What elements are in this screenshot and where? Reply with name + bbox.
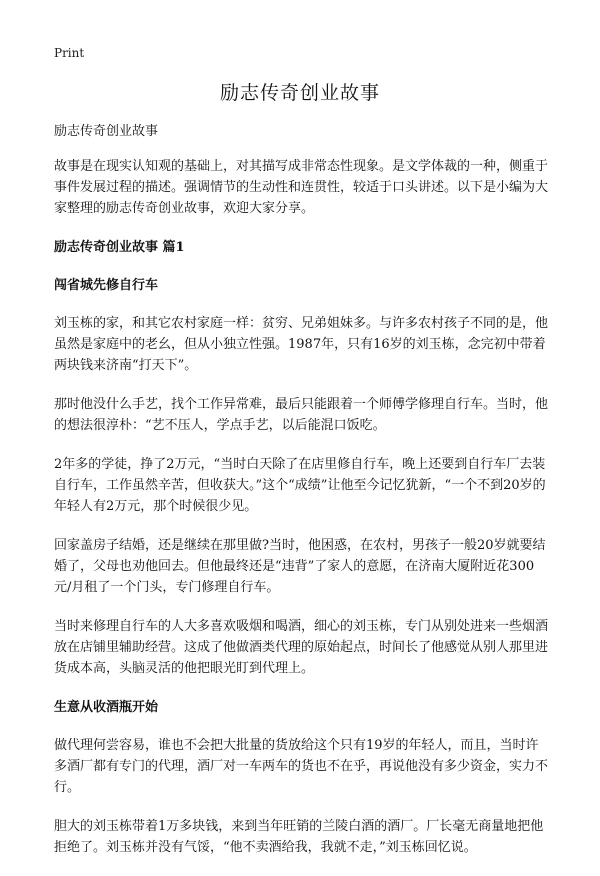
paragraph-7: 胆大的刘玉栋带着1万多块钱，来到当年旺销的兰陵白酒的酒厂。厂长毫无商量地把他拒绝了。刘玉栋并没有气馁，“他不卖酒给我，我就不走，”刘玉栋回忆说。 bbox=[54, 819, 544, 855]
section-heading-1: 闯省城先修自行车 bbox=[54, 278, 159, 293]
article-subtitle: 励志传奇创业故事 bbox=[54, 124, 159, 139]
paragraph-3: 2年多的学徒，挣了2万元，“当时白天除了在店里修自行车，晚上还要到自行车厂去装自行车，工作虽然辛苦，但收获大。”这个“成绩”让他至今记忆犹新，“一个不到20岁的年轻人有2万元，那个时候很少见。 bbox=[54, 457, 546, 514]
paragraph-1: 刘玉栋的家，和其它农村家庭一样：贫穷、兄弟姐妹多。与许多农村孩子不同的是，他虽然是家庭中的老幺，但从小独立性强。1987年，只有16岁的刘玉栋，念完初中带着两块钱来济南“打天下”。 bbox=[54, 316, 549, 373]
paragraph-2: 那时他没什么手艺，找个工作异常难，最后只能跟着一个师傅学修理自行车。当时，他的想法很淳朴：“艺不压人，学点手艺，以后能混口饭吃。 bbox=[54, 397, 549, 433]
article-body bbox=[54, 121, 550, 876]
paragraph-5: 当时来修理自行车的人大多喜欢吸烟和喝酒，细心的刘玉栋，专门从别处进来一些烟酒放在店铺里辅助经营。这成了他做酒类代理的原始起点，时间长了他感觉从别人那里进货成本高，头脑灵活的他把眼光盯到代理上。 bbox=[54, 619, 549, 676]
print-link[interactable]: Print bbox=[54, 46, 85, 60]
article-heading: 励志传奇创业故事 篇1 bbox=[54, 240, 185, 255]
section-heading-2: 生意从收酒瓶开始 bbox=[54, 700, 159, 715]
paragraph-4: 回家盖房子结婚，还是继续在那里做?当时，他困惑，在农村，男孩子一般20岁就要结婚了，父母也劝他回去。但他最终还是“违背”了家人的意愿，在济南大厦附近花300元/月租了一个门头，专门修理自行车。 bbox=[54, 538, 546, 595]
page-title: 励志传奇创业故事 bbox=[219, 82, 380, 104]
paragraph-6: 做代理何尝容易，谁也不会把大批量的货放给这个只有19岁的年轻人，而且，当时许多酒厂都有专门的代理，酒厂对一车两车的货也不在乎，再说他没有多少资金，实力不行。 bbox=[54, 738, 549, 795]
intro-paragraph: 故事是在现实认知观的基础上，对其描写成非常态性现象。是文学体裁的一种，侧重于事件发展过程的描述。强调情节的生动性和连贯性，较适于口头讲述。以下是小编为大家整理的励志传奇创业故事，欢迎大家分享。 bbox=[54, 159, 549, 216]
